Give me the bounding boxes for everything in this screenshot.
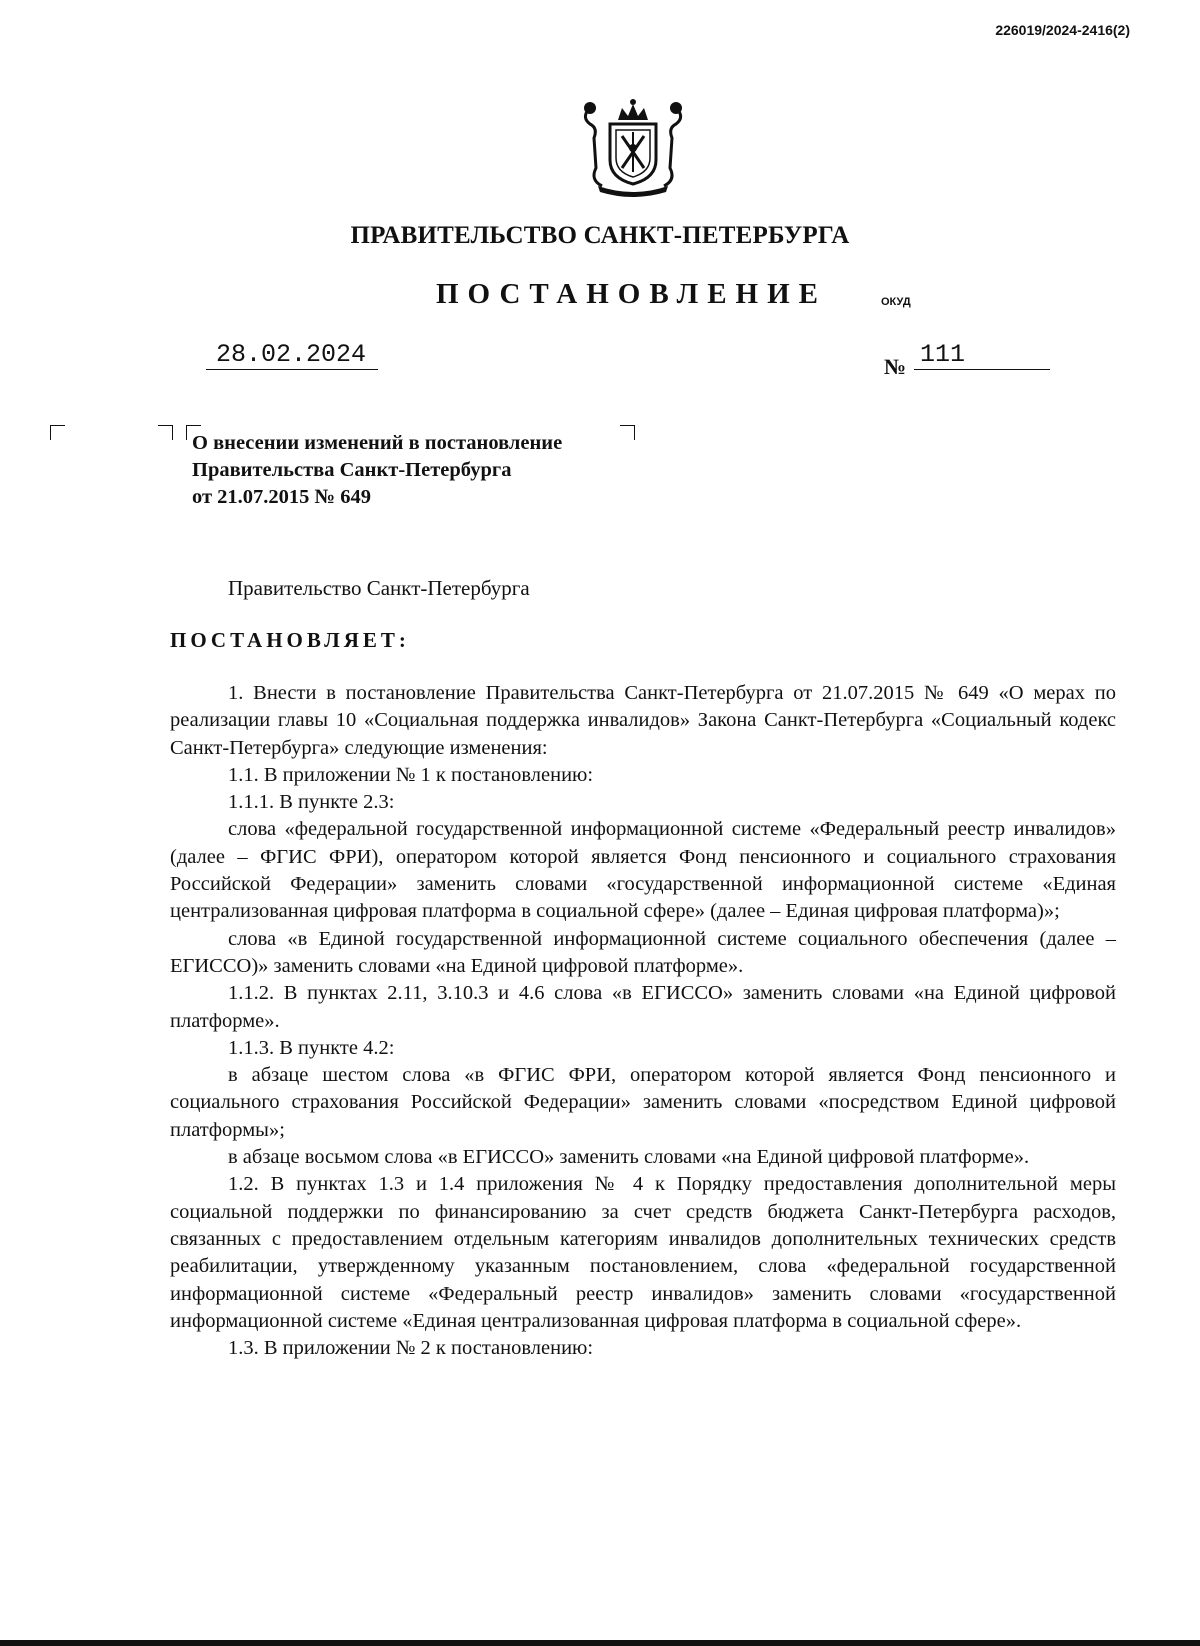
paragraph: в абзаце шестом слова «в ФГИС ФРИ, оператором которой является Фонд пенсионного и социального страхования Российской Федерации» заменить словами «посредством Единой цифровой платформы»; xyxy=(170,1064,1116,1141)
document-type: ПОСТАНОВЛЕНИЕ xyxy=(436,278,828,310)
corner-mark xyxy=(50,425,65,440)
decree-word: ПОСТАНОВЛЯЕТ: xyxy=(170,628,410,652)
document-body xyxy=(170,680,1116,1362)
paragraph: слова «федеральной государственной информационной системе «Федеральный реестр инвалидов» (далее – ФГИС ФРИ), оператором которой является Фонд пенсионного и социального страхования Российской Федерации» заменить словами «государственной информационной системе «Единая централизованная цифровая платформа в социальной сфере» (далее – Единая цифровая платформа)»; xyxy=(170,818,1116,923)
subject-line: от 21.07.2015 № 649 xyxy=(192,486,372,508)
paragraph: 1.1. В приложении № 1 к постановлению: xyxy=(228,763,594,786)
okud-label: ОКУД xyxy=(881,296,911,308)
preamble: Правительство Санкт-Петербурга xyxy=(228,576,530,600)
document-number: 111 xyxy=(914,340,1050,370)
number-label: № xyxy=(884,354,907,379)
paragraph: 1. Внести в постановление Правительства Санкт-Петербурга от 21.07.2015 № 649 «О мерах по реализации главы 10 «Социальная поддержка инвалидов» Закона Санкт-Петербурга «Социальный кодекс Санкт-Петербурга» следующие изменения: xyxy=(170,682,1116,759)
subject-line: О внесении изменений в постановление xyxy=(192,432,563,454)
paragraph: 1.3. В приложении № 2 к постановлению: xyxy=(228,1337,594,1360)
registration-number: 226019/2024-2416(2) xyxy=(995,22,1130,38)
government-title: ПРАВИТЕЛЬСТВО САНКТ-ПЕТЕРБУРГА xyxy=(350,222,850,249)
subject-line: Правительства Санкт-Петербурга xyxy=(192,459,512,481)
paragraph: слова «в Единой государственной информационной системе социального обеспечения (далее – ЕГИССО)» заменить словами «на Единой цифровой платформе». xyxy=(170,927,1116,977)
scan-edge xyxy=(0,1640,1200,1646)
paragraph: 1.1.3. В пункте 4.2: xyxy=(228,1036,395,1059)
paragraph: в абзаце восьмом слова «в ЕГИССО» заменить словами «на Единой цифровой платформе». xyxy=(228,1146,1030,1169)
saint-petersburg-coat-of-arms-icon xyxy=(578,98,688,198)
document-date: 28.02.2024 xyxy=(206,340,378,370)
paragraph: 1.2. В пунктах 1.3 и 1.4 приложения № 4 к Порядку предоставления дополнительной меры социальной поддержки по финансированию за счет средств бюджета Санкт-Петербурга расходов, связанных с предоставлением отдельным категориям инвалидов дополнительных технических средств реабилитации, утвержденному указанным постановлением, слова «федеральной государственной информационной системе «Федеральный реестр инвалидов» заменить словами «государственной информационной системе «Единая централизованная цифровая платформа в социальной сфере». xyxy=(170,1173,1116,1332)
document-subject xyxy=(192,430,652,511)
corner-mark xyxy=(158,425,173,440)
paragraph: 1.1.2. В пунктах 2.11, 3.10.3 и 4.6 слова «в ЕГИССО» заменить словами «на Единой цифровой платформе». xyxy=(170,982,1116,1032)
paragraph: 1.1.1. В пункте 2.3: xyxy=(228,791,395,814)
